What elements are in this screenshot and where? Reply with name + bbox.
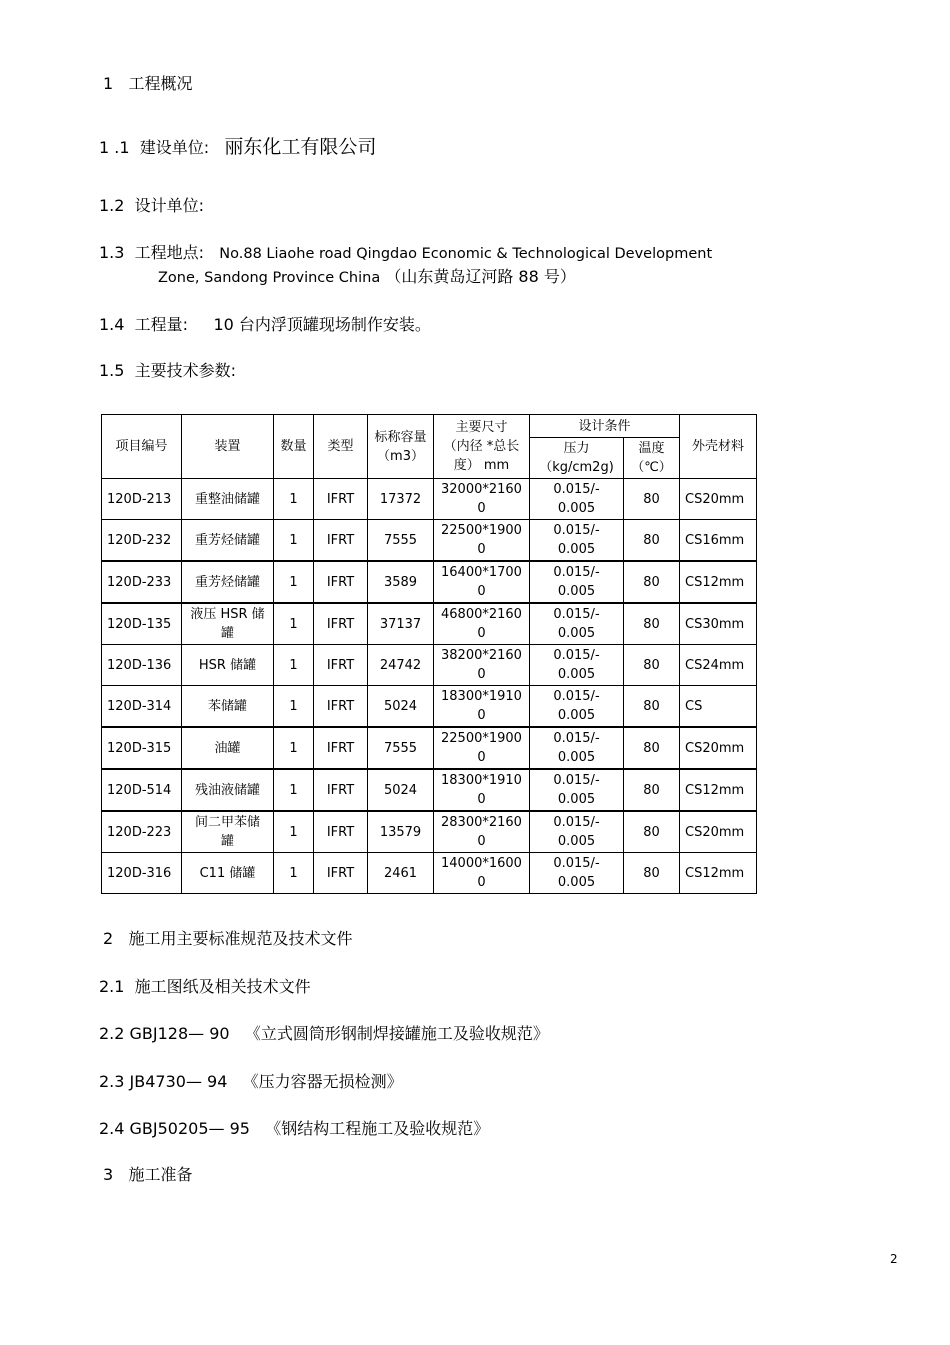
item-1-2 (99, 196, 204, 216)
cell-shell: CS20mm (680, 811, 757, 853)
item-2-4-title: 《钢结构工程施工及验收规范》 (265, 1119, 490, 1138)
cell-pressure-line: 0.005 (557, 667, 596, 682)
cell-pressure-line: 0.005 (557, 626, 596, 641)
cell-qty: 1 (274, 811, 314, 853)
cell-pressure-line: 0.015/- (553, 815, 600, 830)
cell-temp: 80 (624, 561, 680, 603)
table-row (102, 479, 757, 520)
cell-type: IFRT (314, 686, 368, 728)
header-pressure-line1: 压力 (563, 441, 590, 456)
item-2-3-code: 2.3 JB4730— 94 (99, 1072, 228, 1091)
cell-pressure (530, 479, 624, 520)
cell-shell: CS20mm (680, 479, 757, 520)
cell-qty: 1 (274, 727, 314, 769)
cell-qty: 1 (274, 520, 314, 562)
item-1-3-number: 1.3 (99, 243, 125, 262)
cell-device: HSR 储罐 (182, 645, 274, 686)
header-capacity-line1: 标称容量 (374, 429, 427, 445)
header-temp (624, 438, 680, 479)
item-2-2-title: 《立式圆筒形钢制焊接罐施工及验收规范》 (244, 1024, 549, 1043)
cell-pressure (530, 811, 624, 853)
cell-size-line: 0 (477, 750, 486, 765)
cell-size-line: 18300*1910 (441, 689, 522, 704)
cell-pressure (530, 603, 624, 645)
item-1-1-label: 建设单位: (139, 138, 210, 157)
cell-capacity: 5024 (368, 686, 434, 728)
cell-pressure (530, 727, 624, 769)
cell-device: 残油液储罐 (182, 769, 274, 811)
header-capacity-line2: （m3） (377, 448, 424, 464)
cell-size (434, 769, 530, 811)
cell-size-line: 38200*2160 (441, 648, 522, 663)
table-row (102, 853, 757, 894)
cell-shell: CS16mm (680, 520, 757, 562)
item-1-4 (99, 315, 431, 335)
cell-capacity: 3589 (368, 561, 434, 603)
item-2-3 (99, 1072, 403, 1092)
cell-item-no: 120D-136 (102, 645, 182, 686)
cell-device: 液压 HSR 储 罐 (182, 603, 274, 645)
cell-device: 苯储罐 (182, 686, 274, 728)
cell-type: IFRT (314, 520, 368, 562)
cell-pressure-line: 0.015/- (553, 856, 600, 871)
cell-temp: 80 (624, 479, 680, 520)
cell-size-line: 16400*1700 (441, 565, 522, 580)
cell-size-line: 46800*2160 (441, 607, 522, 622)
cell-device: 重整油储罐 (182, 479, 274, 520)
cell-item-no: 120D-514 (102, 769, 182, 811)
item-1-1-number: 1 .1 (99, 138, 130, 157)
cell-pressure-line: 0.005 (557, 792, 596, 807)
item-1-2-label: 设计单位: (134, 196, 205, 215)
section-1-heading (103, 74, 192, 94)
header-temp-line2: （℃） (631, 460, 672, 475)
item-2-1-number: 2.1 (99, 977, 125, 996)
header-size-line1: 主要尺寸 (455, 420, 508, 435)
table-row (102, 603, 757, 645)
cell-pressure (530, 561, 624, 603)
cell-qty: 1 (274, 645, 314, 686)
cell-item-no: 120D-223 (102, 811, 182, 853)
section-1-title: 工程概况 (128, 74, 193, 93)
cell-shell: CS12mm (680, 853, 757, 894)
cell-size-line: 28300*2160 (441, 815, 522, 830)
cell-pressure-line: 0.005 (557, 584, 596, 599)
cell-size-line: 14000*1600 (441, 856, 522, 871)
item-1-5-number: 1.5 (99, 361, 125, 380)
cell-item-no: 120D-315 (102, 727, 182, 769)
tech-params-table (101, 414, 757, 894)
cell-device: 油罐 (182, 727, 274, 769)
cell-size-line: 0 (477, 667, 486, 682)
table-row (102, 727, 757, 769)
cell-type: IFRT (314, 479, 368, 520)
item-1-4-label: 工程量: (134, 315, 189, 334)
header-shell: 外壳材料 (680, 415, 757, 479)
cell-size-line: 22500*1900 (441, 523, 522, 538)
cell-item-no: 120D-135 (102, 603, 182, 645)
table-row (102, 686, 757, 728)
cell-temp: 80 (624, 769, 680, 811)
cell-pressure-line: 0.005 (557, 542, 596, 557)
cell-qty: 1 (274, 479, 314, 520)
cell-capacity: 2461 (368, 853, 434, 894)
cell-pressure-line: 0.015/- (553, 482, 600, 497)
cell-size (434, 686, 530, 728)
cell-pressure-line: 0.015/- (553, 773, 600, 788)
cell-pressure-line: 0.015/- (553, 523, 600, 538)
header-type: 类型 (314, 415, 368, 479)
cell-size (434, 853, 530, 894)
cell-temp: 80 (624, 811, 680, 853)
cell-device: 重芳烃储罐 (182, 520, 274, 562)
item-1-3 (99, 243, 712, 264)
cell-type: IFRT (314, 645, 368, 686)
item-2-3-title: 《压力容器无损检测》 (242, 1072, 403, 1091)
cell-type: IFRT (314, 561, 368, 603)
cell-size (434, 603, 530, 645)
cell-size (434, 645, 530, 686)
work-quantity-value: 10 台内浮顶罐现场制作安装。 (213, 315, 431, 334)
cell-pressure (530, 853, 624, 894)
cell-device: 重芳烃储罐 (182, 561, 274, 603)
section-2-heading (103, 929, 352, 949)
item-2-4-code: 2.4 GBJ50205— 95 (99, 1119, 250, 1138)
cell-shell: CS24mm (680, 645, 757, 686)
cell-qty: 1 (274, 853, 314, 894)
cell-item-no: 120D-314 (102, 686, 182, 728)
cell-pressure (530, 769, 624, 811)
project-location-line1: No.88 Liaohe road Qingdao Economic & Technological Development (219, 246, 713, 262)
table-row (102, 645, 757, 686)
item-1-3-cont (158, 267, 576, 288)
cell-type: IFRT (314, 769, 368, 811)
item-1-1 (99, 137, 376, 158)
cell-pressure-line: 0.015/- (553, 648, 600, 663)
header-size (434, 415, 530, 479)
cell-size (434, 811, 530, 853)
construction-unit-value: 丽东化工有限公司 (224, 136, 377, 158)
item-2-2-code: 2.2 GBJ128— 90 (99, 1024, 230, 1043)
section-3-number: 3 (103, 1165, 114, 1184)
cell-pressure (530, 520, 624, 562)
cell-pressure-line: 0.015/- (553, 689, 600, 704)
item-2-1-text: 施工图纸及相关技术文件 (134, 977, 311, 996)
cell-shell: CS12mm (680, 561, 757, 603)
header-item-no: 项目编号 (102, 415, 182, 479)
cell-capacity: 7555 (368, 520, 434, 562)
cell-size-line: 0 (477, 542, 486, 557)
section-2-title: 施工用主要标准规范及技术文件 (128, 929, 353, 948)
cell-shell: CS (680, 686, 757, 728)
cell-size (434, 479, 530, 520)
cell-capacity: 24742 (368, 645, 434, 686)
cell-item-no: 120D-316 (102, 853, 182, 894)
header-pressure-line2: （kg/cm2g) (539, 460, 614, 475)
cell-pressure-line: 0.015/- (553, 565, 600, 580)
section-3-heading (103, 1165, 192, 1185)
cell-size-line: 32000*2160 (441, 482, 522, 497)
cell-qty: 1 (274, 603, 314, 645)
cell-size-line: 0 (477, 584, 486, 599)
cell-pressure-line: 0.005 (557, 875, 596, 890)
cell-pressure-line: 0.005 (557, 501, 596, 516)
page-number: 2 (890, 1252, 898, 1266)
cell-item-no: 120D-233 (102, 561, 182, 603)
cell-size (434, 727, 530, 769)
header-design-conditions: 设计条件 (530, 415, 680, 438)
cell-size-line: 0 (477, 792, 486, 807)
item-1-2-number: 1.2 (99, 196, 125, 215)
cell-size-line: 22500*1900 (441, 731, 522, 746)
cell-size-line: 0 (477, 626, 486, 641)
cell-pressure (530, 645, 624, 686)
item-2-1 (99, 977, 311, 997)
cell-temp: 80 (624, 853, 680, 894)
item-2-2 (99, 1024, 549, 1044)
cell-item-no: 120D-213 (102, 479, 182, 520)
item-1-5-label: 主要技术参数: (134, 361, 237, 380)
section-3-title: 施工准备 (128, 1165, 193, 1184)
project-location-line2: Zone, Sandong Province China (158, 270, 381, 286)
cell-temp: 80 (624, 603, 680, 645)
cell-pressure (530, 686, 624, 728)
cell-device: C11 储罐 (182, 853, 274, 894)
cell-size-line: 0 (477, 834, 486, 849)
cell-size-line: 0 (477, 501, 486, 516)
cell-temp: 80 (624, 645, 680, 686)
cell-type: IFRT (314, 853, 368, 894)
item-1-5 (99, 361, 236, 381)
cell-capacity: 17372 (368, 479, 434, 520)
item-1-4-number: 1.4 (99, 315, 125, 334)
cell-pressure-line: 0.015/- (553, 607, 600, 622)
cell-qty: 1 (274, 769, 314, 811)
table-row (102, 561, 757, 603)
cell-size (434, 520, 530, 562)
cell-qty: 1 (274, 686, 314, 728)
table-row (102, 769, 757, 811)
cell-qty: 1 (274, 561, 314, 603)
section-1-number: 1 (103, 74, 114, 93)
cell-temp: 80 (624, 727, 680, 769)
cell-shell: CS30mm (680, 603, 757, 645)
cell-type: IFRT (314, 727, 368, 769)
cell-pressure-line: 0.015/- (553, 731, 600, 746)
cell-size-line: 0 (477, 708, 486, 723)
header-device: 装置 (182, 415, 274, 479)
cell-capacity: 37137 (368, 603, 434, 645)
cell-pressure-line: 0.005 (557, 750, 596, 765)
header-capacity (368, 415, 434, 479)
cell-type: IFRT (314, 811, 368, 853)
section-2-number: 2 (103, 929, 114, 948)
item-1-3-label: 工程地点: (134, 243, 205, 262)
cell-temp: 80 (624, 686, 680, 728)
cell-capacity: 7555 (368, 727, 434, 769)
cell-size-line: 0 (477, 875, 486, 890)
project-location-chinese: （山东黄岛辽河路 88 号） (385, 267, 576, 286)
table-row (102, 811, 757, 853)
cell-device: 间二甲苯储 罐 (182, 811, 274, 853)
cell-type: IFRT (314, 603, 368, 645)
item-2-4 (99, 1119, 489, 1139)
header-temp-line1: 温度 (638, 441, 665, 456)
cell-item-no: 120D-232 (102, 520, 182, 562)
cell-temp: 80 (624, 520, 680, 562)
cell-size (434, 561, 530, 603)
cell-pressure-line: 0.005 (557, 708, 596, 723)
header-pressure (530, 438, 624, 479)
cell-pressure-line: 0.005 (557, 834, 596, 849)
cell-capacity: 13579 (368, 811, 434, 853)
header-size-line2: （内径 *总长 (443, 439, 520, 454)
cell-size-line: 18300*1910 (441, 773, 522, 788)
cell-shell: CS12mm (680, 769, 757, 811)
table-row (102, 520, 757, 562)
cell-capacity: 5024 (368, 769, 434, 811)
cell-shell: CS20mm (680, 727, 757, 769)
header-qty: 数量 (274, 415, 314, 479)
header-size-line3: 度） mm (453, 458, 510, 473)
